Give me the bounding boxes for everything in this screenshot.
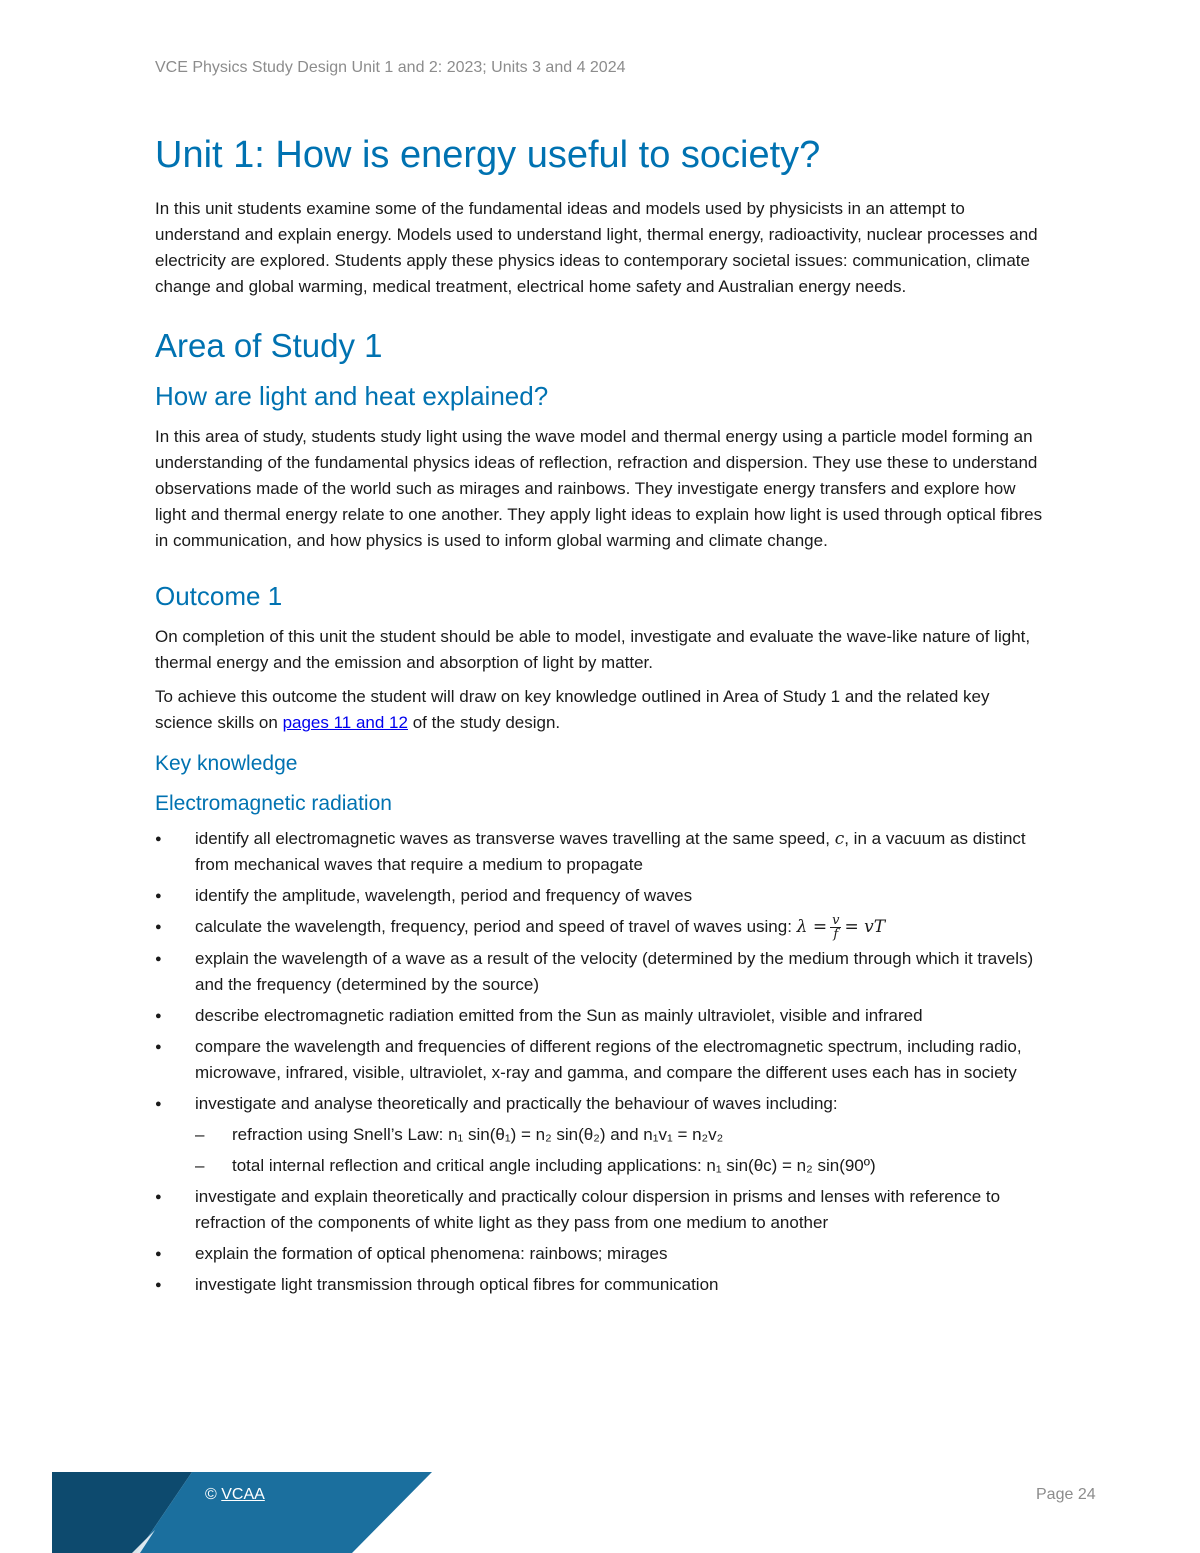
key-knowledge-heading: Key knowledge xyxy=(155,752,298,775)
unit-intro: In this unit students examine some of the fundamental ideas and models used by physicists in an attempt to understand and explain energy. Models used to understand light, thermal energy, radioactivity, nuclear processes and electricity are explored. Students apply these physics ideas to contemporary societal issues: communication, climate change and global warming, medical treatment, electrical home safety and Australian energy needs. xyxy=(155,199,1038,296)
list-item xyxy=(155,1091,1045,1179)
outcome-title: Outcome 1 xyxy=(155,581,283,611)
snells-law-formula: n₁ sin(θ₁) = n₂ sin(θ₂) and n₁v₁ = n₂v₂ xyxy=(448,1125,724,1145)
sub-list-item xyxy=(195,1122,1045,1148)
list-item: ● explain the wavelength of a wave as a result of the velocity (determined by the medium through which it travels) and the frequency (determined by the source) xyxy=(155,946,1045,998)
list-item xyxy=(155,914,1045,941)
unit-title: Unit 1: How is energy useful to society? xyxy=(155,134,821,176)
sub-list xyxy=(195,1122,1045,1179)
list-item: ● describe electromagnetic radiation emitted from the Sun as mainly ultraviolet, visible and infrared xyxy=(155,1003,1045,1029)
outcome-reference-tail: of the study design. xyxy=(407,713,561,732)
list-item-text: , in a vacuum as distinct from mechanical waves that require a medium to propagate xyxy=(195,829,1026,874)
fraction-numerator: v xyxy=(832,913,840,929)
wave-equation-rhs: = vT xyxy=(844,917,886,937)
sub-list-item xyxy=(195,1153,1045,1179)
list-item: ● explain the formation of optical phenomena: rainbows; mirages xyxy=(155,1241,1045,1267)
footer-copyright xyxy=(205,1486,265,1504)
list-item-text: investigate and analyse theoretically and practically the behaviour of waves including: xyxy=(195,1094,838,1114)
page-content xyxy=(155,132,1045,1303)
speed-symbol: c xyxy=(834,829,845,849)
footer-band xyxy=(52,1472,1200,1553)
wave-equation-fraction xyxy=(830,914,841,941)
sub-list-item-text: total internal reflection and critical angle including applications: xyxy=(232,1156,707,1176)
list-item xyxy=(155,826,1045,878)
running-header: VCE Physics Study Design Unit 1 and 2: 2023; Units 3 and 4 2024 xyxy=(155,59,626,76)
fraction-denominator: f xyxy=(833,927,839,943)
electromagnetic-radiation-heading: Electromagnetic radiation xyxy=(155,792,392,815)
copyright-symbol: © xyxy=(205,1486,217,1503)
list-item: ● identify the amplitude, wavelength, period and frequency of waves xyxy=(155,883,1045,909)
page-number: Page 24 xyxy=(1036,1486,1096,1503)
vcaa-link[interactable]: VCAA xyxy=(221,1486,265,1503)
outcome-reference-text: To achieve this outcome the student will draw on key knowledge outlined in Area of Study 1 and the related key science skills on xyxy=(155,687,990,732)
list-item: ● investigate and explain theoretically and practically colour dispersion in prisms and lenses with reference to refraction of the components of white light as they pass from one medium to another xyxy=(155,1184,1045,1236)
outcome-statement: On completion of this unit the student should be able to model, investigate and evaluate the wave-like nature of light, thermal energy and the emission and absorption of light by matter. xyxy=(155,627,1031,672)
key-knowledge-list xyxy=(155,826,1045,1298)
pages-link[interactable]: pages 11 and 12 xyxy=(282,713,408,732)
area-of-study-description: In this area of study, students study light using the wave model and thermal energy using a particle model forming an understanding of the fundamental physics ideas of reflection, refraction and dispersion. They use these to understand observations made of the world such as mirages and rainbows. They investigate energy transfers and explore how light and thermal energy relate to one another. They apply light ideas to explain how light is used through optical fibres in communication, and how physics is used to inform global warming and climate change. xyxy=(155,427,1043,550)
list-item: ● investigate light transmission through optical fibres for communication xyxy=(155,1272,1045,1298)
list-item-text: calculate the wavelength, frequency, period and speed of travel of waves using: xyxy=(195,917,797,936)
list-item-text: identify all electromagnetic waves as transverse waves travelling at the same speed, xyxy=(195,829,835,848)
area-of-study-title: Area of Study 1 xyxy=(155,327,383,364)
wave-equation-lhs: λ = xyxy=(796,917,828,937)
list-item: ● compare the wavelength and frequencies of different regions of the electromagnetic spectrum, including radio, microwave, infrared, visible, ultraviolet, x-ray and gamma, and compare the different uses each has in society xyxy=(155,1034,1045,1086)
sub-list-item-text: refraction using Snell’s Law: xyxy=(232,1125,449,1145)
critical-angle-formula: n₁ sin(θc) = n₂ sin(90º) xyxy=(706,1156,876,1176)
outcome-reference xyxy=(155,684,1045,736)
area-of-study-subtitle: How are light and heat explained? xyxy=(155,381,549,411)
